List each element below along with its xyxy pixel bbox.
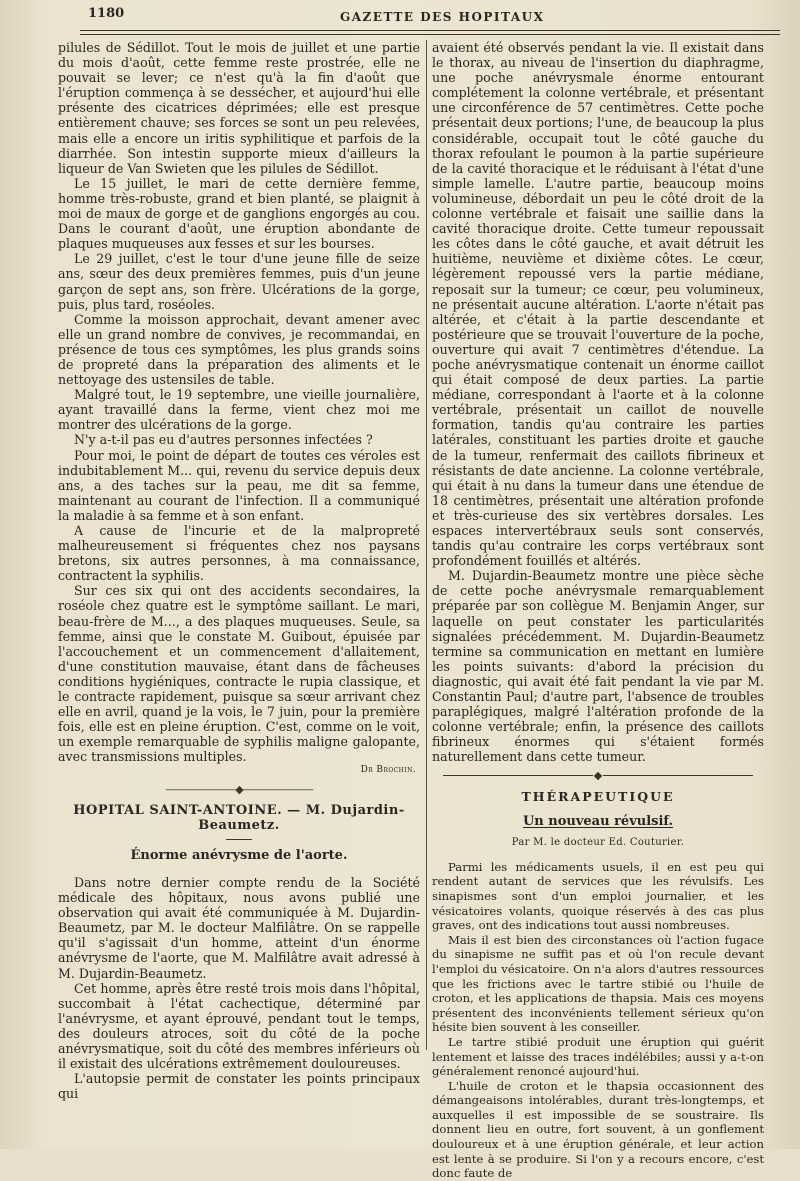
paragraph: Le tartre stibié produit une éruption qui guérit lentement et laisse des traces indélébiles; aussi y a-t-on généralement renoncé aujourd'hui. bbox=[432, 1034, 764, 1079]
article-byline: Par M. le docteur Ed. Couturier. bbox=[511, 836, 685, 848]
left-column bbox=[58, 40, 420, 1101]
paragraph: Mais il est bien des circonstances où l'action fugace du sinapisme ne suffit pas et où l'on recule devant l'emploi du vésicatoire. On n'a alors d'autres ressources que les frictions avec le tartre stibié ou l'huile de croton, et les applications de thapsia. Mais ces moyens présentent des inconvénients tellement sérieux qu'on hésite bien souvent à les conseiller. bbox=[432, 932, 764, 1035]
paragraph: Pour moi, le point de départ de toutes ces véroles est indubitablement M... qui, revenu du service depuis deux ans, a des taches sur la peau, me dit sa femme, maintenant au courant de l'infection. Il a communiqué la maladie à sa femme et à son enfant. bbox=[58, 447, 420, 523]
section-heading: HOPITAL SAINT-ANTOINE. — M. Dujardin-Beaumetz. bbox=[73, 802, 405, 833]
paragraph: A cause de l'incurie et de la malpropreté malheureusement si fréquentes chez nos paysans bretons, six autres personnes, à ma connaissance, contractent la syphilis. bbox=[58, 523, 420, 584]
section-heading: THÉRAPEUTIQUE bbox=[521, 788, 675, 804]
header-rule bbox=[80, 30, 780, 31]
paragraph: Le 29 juillet, c'est le tour d'une jeune fille de seize ans, sœur des deux premières femmes, puis d'un jeune garçon de sept ans, son frère. Ulcérations de la gorge, puis, plus tard, roséoles. bbox=[58, 251, 420, 312]
section-subtitle: Énorme anévrysme de l'aorte. bbox=[130, 847, 348, 863]
paragraph: M. Dujardin-Beaumetz montre une pièce sèche de cette poche anévrysmale remarquablement préparée par son collègue M. Benjamin Anger, sur laquelle on peut constater les particularités signalées précédemment. M. Dujardin-Beaumetz termine sa communication en mettant en lumière les points suivants: d'abord la précision du diagnostic, qui avait été fait pendant la vie par M. Constantin Paul; d'autre part, l'absence de troubles paraplégiques, malgré l'altération profonde de la colonne vertébrale; enfin, la présence des caillots fibrineux énormes qui s'étaient formés naturellement dans cette tumeur. bbox=[432, 568, 764, 765]
paragraph: Le 15 juillet, le mari de cette dernière femme, homme très-robuste, grand et bien planté, se plaignit à moi de maux de gorge et de ganglions engorgés au cou. Dans le courant d'août, une éruption abondante de plaques muqueuses aux fesses et sur les bourses. bbox=[58, 175, 420, 252]
page-number: 1180 bbox=[88, 6, 125, 21]
paragraph: L'autopsie permit de constater les points principaux qui bbox=[58, 1071, 420, 1102]
paragraph: Cet homme, après être resté trois mois dans l'hôpital, succombait à l'état cachectique, déterminé par l'anévrysme, et ayant éprouvé, pendant tout le temps, des douleurs atroces, soit du côté de la poche anévrysmatique, soit du côté des membres inférieurs où il existait des ulcérations extrêmement douloureuses. bbox=[58, 980, 420, 1072]
header-rule-thin bbox=[80, 34, 780, 35]
article-body bbox=[432, 860, 764, 1181]
section-ornament: ———————◆——————— bbox=[165, 782, 313, 796]
paragraph: Parmi les médicaments usuels, il en est peu qui rendent autant de services que les révulsifs. Les sinapismes sont d'un emploi journalier, et les vésicatoires volants, quoique réservés à des cas plus graves, ont des indications tout aussi nombreuses. bbox=[432, 859, 764, 933]
section-rule bbox=[226, 839, 252, 840]
paragraph: Sur ces six qui ont des accidents secondaires, la roséole chez quatre est le symptôme saillant. Le mari, beau-frère de M..., a des plaques muqueuses. Seule, sa femme, ainsi que le constate M. Guibout, épuisée par l'accouchement et un commencement d'allaitement, d'une constitution mauvaise, étant dans de fâcheuses conditions hygiéniques, contracte le rupia classique, et le contracte rapidement, puisque sa sœur arrivant chez elle en avril, quand je la vois, le 7 juin, pour la première fois, elle est en pleine éruption. C'est, comme on le voit, un exemple remarquable de syphilis maligne galopante, avec transmissions multiples. bbox=[58, 583, 420, 765]
paragraph: N'y a-t-il pas eu d'autres personnes infectées ? bbox=[74, 432, 373, 448]
article-title: Un nouveau révulsif. bbox=[522, 813, 674, 829]
paragraph: L'huile de croton et le thapsia occasionnent des démangeaisons intolérables, durant très-longtemps, et auxquelles il est impossible de se soustraire. Ils donnent lieu en outre, fort souvent, à un gonflement douloureux et à une éruption générale, et leur action est lente à se produire. Si l'on y a recours encore, c'est donc faute de bbox=[432, 1078, 764, 1181]
running-title: GAZETTE DES HOPITAUX bbox=[340, 10, 545, 24]
paragraph: Dans notre dernier compte rendu de la Société médicale des hôpitaux, nous avons publié une observation qui avait été communiquée à M. Dujardin-Beaumetz, par M. le docteur Malfilâtre. On se rappelle qu'il s'agissait d'un homme, atteint d'un énorme anévrysme de l'aorte, que M. Malfilâtre avait adressé à M. Dujardin-Beaumetz. bbox=[58, 874, 420, 981]
paragraph: Comme la moisson approchait, devant amener avec elle un grand nombre de convives, je recommandai, en présence de tous ces symptômes, les plus grands soins de propreté dans la préparation des aliments et le nettoyage des ustensiles de table. bbox=[58, 311, 420, 388]
section-ornament bbox=[432, 773, 764, 779]
paragraph: avaient été observés pendant la vie. Il existait dans le thorax, au niveau de l'insertion du diaphragme, une poche anévrysmale énorme entourant complétement la colonne vertébrale, et présentant une circonférence de 57 centimètres. Cette poche présentait deux portions; l'une, de beaucoup la plus considérable, occupait tout le côté gauche du thorax refoulant le poumon à la partie supérieure de la cavité thoracique et le réduisant à l'état d'une simple lamelle. L'autre partie, beaucoup moins volumineuse, débordait un peu le côté droit de la colonne vertébrale et faisait une saillie dans la cavité thoracique droite. Cette tumeur repoussait les côtes dans le côté gauche, et avait détruit les huitième, neuvième et dixième côtes. Le cœur, légèrement repoussé vers la partie médiane, reposait sur la tumeur; ce cœur, peu volumineux, ne présentait aucune altération. L'aorte n'était pas altérée, et c'était à la partie descendante et postérieure que se trouvait l'ouverture de la poche, ouverture qui avait 7 centimètres d'étendue. La poche anévrysmatique contenait un énorme caillot qui était composé de deux parties. La partie médiane, correspondant à l'aorte et à la colonne vertébrale, présentait un caillot de nouvelle formation, tandis qu'au contraire les parties latérales, constituant les parties droite et gauche de la tumeur, renfermait des caillots fibrineux et résistants de date ancienne. La colonne vertébrale, qui était à nu dans la tumeur dans une étendue de 18 centimètres, présentait une altération profonde et très-curieuse des six vertèbres dorsales. Les espaces intervertébraux seuls sont conservés, tandis qu'au contraire les corps vertébraux sont profondément fouillés et altérés. bbox=[432, 40, 764, 569]
right-column bbox=[432, 40, 764, 1181]
author-signature: Dr Brochin. bbox=[360, 764, 416, 775]
paragraph: pilules de Sédillot. Tout le mois de juillet et une partie du mois d'août, cette femme reste prostrée, elle ne pouvait se lever; ce n'est qu'à la fin d'août que l'éruption commença à se dessécher, et aujourd'hui elle présente des cicatrices déprimées; elle est presque entièrement chauve; ses forces se sont un peu relevées, mais elle a encore un iritis syphilitique et parfois de la diarrhée. Son intestin supporte mieux d'ailleurs la liqueur de Van Swieten que les pilules de Sédillot. bbox=[58, 40, 420, 176]
column-divider bbox=[426, 40, 427, 1050]
paragraph: Malgré tout, le 19 septembre, une vieille journalière, ayant travaillé dans la ferme, vient chez moi me montrer des ulcérations de la gorge. bbox=[58, 387, 420, 433]
